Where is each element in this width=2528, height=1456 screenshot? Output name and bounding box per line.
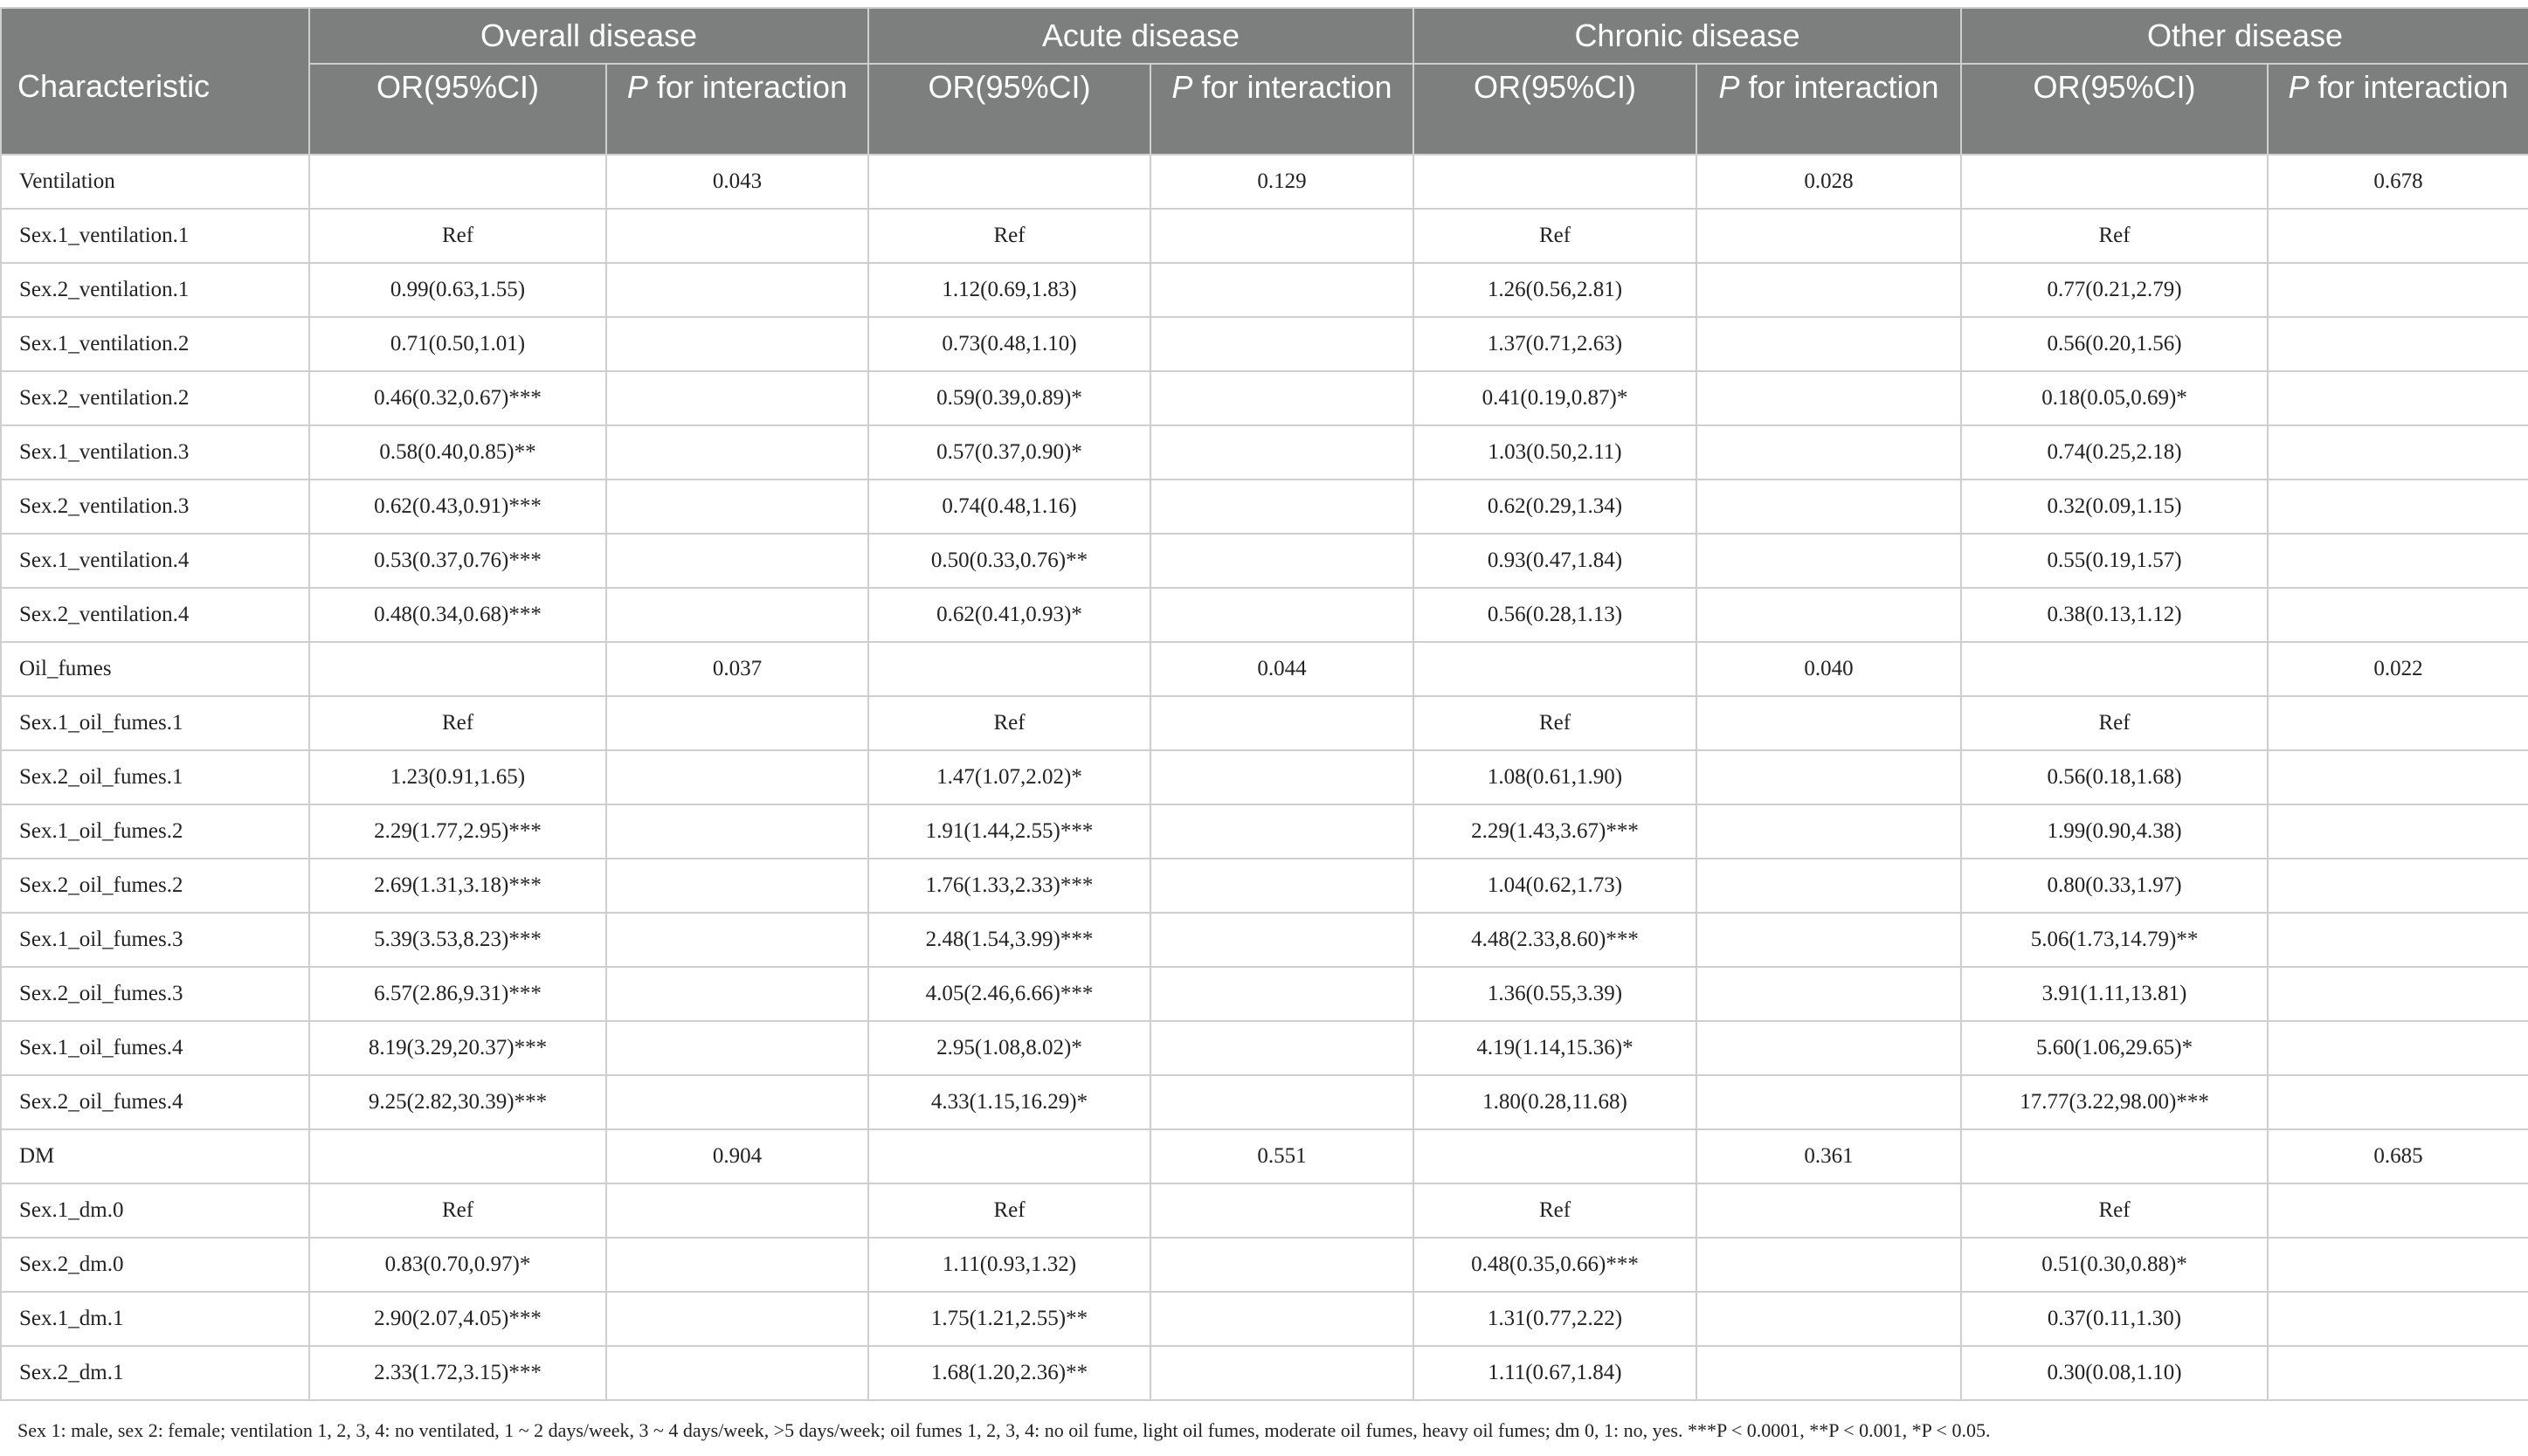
table-row	[1, 371, 2528, 425]
cell-p-chronic	[1696, 804, 1961, 859]
cell-p-overall	[606, 425, 868, 480]
cell-or-overall: 0.58(0.40,0.85)**	[309, 425, 606, 480]
cell-p-acute	[1150, 588, 1413, 642]
cell-p-acute: 0.129	[1150, 155, 1413, 209]
cell-p-acute	[1150, 317, 1413, 371]
cell-or-other: 0.38(0.13,1.12)	[1961, 588, 2268, 642]
cell-or-other: 0.77(0.21,2.79)	[1961, 263, 2268, 317]
cell-p-acute	[1150, 209, 1413, 263]
cell-characteristic: DM	[1, 1129, 309, 1183]
cell-p-other	[2268, 1183, 2528, 1238]
cell-p-acute	[1150, 859, 1413, 913]
cell-characteristic: Sex.2_ventilation.1	[1, 263, 309, 317]
cell-p-other	[2268, 588, 2528, 642]
cell-p-overall	[606, 209, 868, 263]
cell-or-chronic: 0.41(0.19,0.87)*	[1413, 371, 1696, 425]
cell-p-chronic: 0.361	[1696, 1129, 1961, 1183]
table-row	[1, 1238, 2528, 1292]
header-or-acute: OR(95%CI)	[868, 64, 1150, 155]
table-body	[1, 155, 2528, 1400]
cell-or-other: 5.06(1.73,14.79)**	[1961, 913, 2268, 967]
cell-p-other	[2268, 480, 2528, 534]
cell-characteristic: Sex.2_oil_fumes.4	[1, 1075, 309, 1129]
cell-characteristic: Sex.1_dm.0	[1, 1183, 309, 1238]
cell-characteristic: Sex.2_oil_fumes.2	[1, 859, 309, 913]
cell-or-other: 5.60(1.06,29.65)*	[1961, 1021, 2268, 1075]
cell-p-overall	[606, 1075, 868, 1129]
cell-or-acute: 1.68(1.20,2.36)**	[868, 1346, 1150, 1400]
cell-or-overall: 2.29(1.77,2.95)***	[309, 804, 606, 859]
cell-or-overall: 5.39(3.53,8.23)***	[309, 913, 606, 967]
cell-p-other	[2268, 425, 2528, 480]
cell-p-other	[2268, 696, 2528, 750]
cell-or-chronic: 2.29(1.43,3.67)***	[1413, 804, 1696, 859]
table-row	[1, 317, 2528, 371]
cell-or-overall: 9.25(2.82,30.39)***	[309, 1075, 606, 1129]
cell-p-overall	[606, 480, 868, 534]
header-chronic-disease: Chronic disease	[1413, 8, 1961, 64]
cell-characteristic: Sex.1_oil_fumes.3	[1, 913, 309, 967]
cell-or-acute: 1.12(0.69,1.83)	[868, 263, 1150, 317]
cell-or-overall	[309, 1129, 606, 1183]
cell-or-other: 0.37(0.11,1.30)	[1961, 1292, 2268, 1346]
cell-p-acute	[1150, 1021, 1413, 1075]
cell-or-other: 1.99(0.90,4.38)	[1961, 804, 2268, 859]
cell-or-chronic: 0.62(0.29,1.34)	[1413, 480, 1696, 534]
cell-or-chronic: 0.93(0.47,1.84)	[1413, 534, 1696, 588]
table-row	[1, 1346, 2528, 1400]
cell-p-chronic	[1696, 967, 1961, 1021]
cell-or-overall: 0.62(0.43,0.91)***	[309, 480, 606, 534]
cell-or-overall: 1.23(0.91,1.65)	[309, 750, 606, 804]
cell-p-overall	[606, 750, 868, 804]
table-row	[1, 425, 2528, 480]
cell-p-chronic	[1696, 588, 1961, 642]
cell-p-other	[2268, 209, 2528, 263]
cell-p-overall	[606, 859, 868, 913]
cell-p-chronic	[1696, 750, 1961, 804]
header-characteristic: Characteristic	[1, 8, 309, 155]
table-footnote: Sex 1: male, sex 2: female; ventilation 1, 2, 3, 4: no ventilated, 1 ~ 2 days/week, 3 ~ 4 days/week, >5 days/week; oil fumes 1, 2, 3, 4: no oil fume, light oil fumes, moderate oil fumes, heavy oil fumes; dm 0, 1: no, yes. ***P < 0.0001, **P < 0.001, *P < 0.05.	[17, 1419, 1991, 1441]
cell-p-chronic	[1696, 317, 1961, 371]
cell-p-other: 0.685	[2268, 1129, 2528, 1183]
cell-or-acute: 0.74(0.48,1.16)	[868, 480, 1150, 534]
cell-p-acute	[1150, 480, 1413, 534]
cell-or-other: 0.55(0.19,1.57)	[1961, 534, 2268, 588]
cell-p-chronic	[1696, 263, 1961, 317]
cell-p-chronic: 0.040	[1696, 642, 1961, 696]
cell-or-other: 17.77(3.22,98.00)***	[1961, 1075, 2268, 1129]
cell-or-chronic: 1.04(0.62,1.73)	[1413, 859, 1696, 913]
cell-or-acute: 1.47(1.07,2.02)*	[868, 750, 1150, 804]
cell-p-acute	[1150, 1346, 1413, 1400]
cell-or-overall: 2.69(1.31,3.18)***	[309, 859, 606, 913]
cell-or-overall: Ref	[309, 696, 606, 750]
header-other-disease: Other disease	[1961, 8, 2528, 64]
cell-or-chronic: 1.31(0.77,2.22)	[1413, 1292, 1696, 1346]
cell-p-other	[2268, 371, 2528, 425]
table-row	[1, 1292, 2528, 1346]
header-p-overall: P for interaction	[606, 64, 868, 155]
cell-p-overall	[606, 967, 868, 1021]
cell-p-overall	[606, 588, 868, 642]
cell-or-acute: 4.33(1.15,16.29)*	[868, 1075, 1150, 1129]
table-row	[1, 1021, 2528, 1075]
cell-p-acute	[1150, 967, 1413, 1021]
cell-characteristic: Sex.2_ventilation.4	[1, 588, 309, 642]
cell-or-acute: 1.76(1.33,2.33)***	[868, 859, 1150, 913]
interaction-table	[0, 7, 2528, 1401]
cell-p-chronic	[1696, 209, 1961, 263]
cell-p-overall	[606, 1021, 868, 1075]
cell-characteristic: Sex.2_ventilation.2	[1, 371, 309, 425]
cell-or-acute: 0.73(0.48,1.10)	[868, 317, 1150, 371]
cell-p-acute	[1150, 1292, 1413, 1346]
cell-p-chronic	[1696, 1075, 1961, 1129]
cell-p-chronic	[1696, 1346, 1961, 1400]
cell-or-overall: 2.33(1.72,3.15)***	[309, 1346, 606, 1400]
cell-p-other: 0.678	[2268, 155, 2528, 209]
cell-or-overall: 0.53(0.37,0.76)***	[309, 534, 606, 588]
cell-or-acute: 0.57(0.37,0.90)*	[868, 425, 1150, 480]
cell-p-other	[2268, 1292, 2528, 1346]
header-overall-disease: Overall disease	[309, 8, 868, 64]
cell-p-other: 0.022	[2268, 642, 2528, 696]
table-header	[1, 8, 2528, 155]
cell-or-other: Ref	[1961, 696, 2268, 750]
cell-or-acute	[868, 155, 1150, 209]
cell-or-overall: 0.48(0.34,0.68)***	[309, 588, 606, 642]
header-or-other: OR(95%CI)	[1961, 64, 2268, 155]
cell-or-overall	[309, 155, 606, 209]
cell-characteristic: Sex.1_ventilation.4	[1, 534, 309, 588]
cell-or-acute: Ref	[868, 209, 1150, 263]
cell-p-overall	[606, 804, 868, 859]
table-row	[1, 696, 2528, 750]
cell-p-acute	[1150, 263, 1413, 317]
header-or-overall: OR(95%CI)	[309, 64, 606, 155]
cell-p-chronic	[1696, 1183, 1961, 1238]
cell-or-acute: 0.62(0.41,0.93)*	[868, 588, 1150, 642]
cell-or-overall: 8.19(3.29,20.37)***	[309, 1021, 606, 1075]
header-p-other: P for interaction	[2268, 64, 2528, 155]
cell-or-acute: 0.50(0.33,0.76)**	[868, 534, 1150, 588]
cell-or-acute	[868, 642, 1150, 696]
cell-or-other	[1961, 1129, 2268, 1183]
cell-p-acute	[1150, 534, 1413, 588]
cell-p-overall	[606, 1238, 868, 1292]
cell-p-other	[2268, 859, 2528, 913]
cell-or-chronic: 1.36(0.55,3.39)	[1413, 967, 1696, 1021]
cell-or-chronic	[1413, 155, 1696, 209]
cell-or-overall	[309, 642, 606, 696]
cell-p-other	[2268, 804, 2528, 859]
cell-or-chronic	[1413, 642, 1696, 696]
cell-p-other	[2268, 750, 2528, 804]
cell-p-acute	[1150, 371, 1413, 425]
cell-p-overall	[606, 913, 868, 967]
cell-p-overall	[606, 534, 868, 588]
cell-characteristic: Sex.2_oil_fumes.1	[1, 750, 309, 804]
cell-or-chronic: 0.48(0.35,0.66)***	[1413, 1238, 1696, 1292]
cell-p-acute	[1150, 696, 1413, 750]
cell-or-other: 0.51(0.30,0.88)*	[1961, 1238, 2268, 1292]
cell-characteristic: Sex.1_dm.1	[1, 1292, 309, 1346]
cell-or-other: 0.56(0.18,1.68)	[1961, 750, 2268, 804]
cell-p-overall	[606, 371, 868, 425]
cell-p-acute	[1150, 804, 1413, 859]
cell-characteristic: Sex.2_ventilation.3	[1, 480, 309, 534]
cell-p-overall: 0.037	[606, 642, 868, 696]
cell-p-chronic	[1696, 1238, 1961, 1292]
table-row	[1, 913, 2528, 967]
table-row	[1, 1129, 2528, 1183]
cell-p-chronic	[1696, 534, 1961, 588]
cell-p-overall	[606, 1292, 868, 1346]
cell-p-chronic	[1696, 859, 1961, 913]
header-acute-disease: Acute disease	[868, 8, 1413, 64]
cell-or-overall: 0.83(0.70,0.97)*	[309, 1238, 606, 1292]
cell-p-acute	[1150, 1075, 1413, 1129]
cell-or-other: 0.80(0.33,1.97)	[1961, 859, 2268, 913]
cell-or-chronic: 1.26(0.56,2.81)	[1413, 263, 1696, 317]
cell-or-overall: Ref	[309, 209, 606, 263]
cell-or-chronic: 1.08(0.61,1.90)	[1413, 750, 1696, 804]
cell-or-overall: 2.90(2.07,4.05)***	[309, 1292, 606, 1346]
cell-or-acute: 0.59(0.39,0.89)*	[868, 371, 1150, 425]
cell-or-chronic: 4.48(2.33,8.60)***	[1413, 913, 1696, 967]
cell-characteristic: Ventilation	[1, 155, 309, 209]
cell-or-chronic: 1.80(0.28,11.68)	[1413, 1075, 1696, 1129]
cell-p-chronic	[1696, 371, 1961, 425]
cell-p-overall	[606, 696, 868, 750]
cell-p-overall	[606, 317, 868, 371]
table-row	[1, 588, 2528, 642]
cell-p-overall	[606, 1346, 868, 1400]
cell-p-acute	[1150, 913, 1413, 967]
cell-or-overall: 6.57(2.86,9.31)***	[309, 967, 606, 1021]
cell-characteristic: Sex.1_ventilation.1	[1, 209, 309, 263]
table-row	[1, 209, 2528, 263]
cell-or-other: 0.18(0.05,0.69)*	[1961, 371, 2268, 425]
cell-p-overall: 0.043	[606, 155, 868, 209]
cell-or-chronic: 1.03(0.50,2.11)	[1413, 425, 1696, 480]
cell-p-acute	[1150, 750, 1413, 804]
cell-or-chronic: Ref	[1413, 696, 1696, 750]
cell-or-overall: 0.46(0.32,0.67)***	[309, 371, 606, 425]
cell-p-acute	[1150, 1238, 1413, 1292]
cell-p-chronic	[1696, 696, 1961, 750]
cell-p-acute	[1150, 1183, 1413, 1238]
cell-characteristic: Sex.1_oil_fumes.2	[1, 804, 309, 859]
cell-or-acute: 4.05(2.46,6.66)***	[868, 967, 1150, 1021]
cell-p-chronic	[1696, 425, 1961, 480]
cell-or-overall: Ref	[309, 1183, 606, 1238]
cell-or-other: 3.91(1.11,13.81)	[1961, 967, 2268, 1021]
table-row	[1, 750, 2528, 804]
cell-or-chronic: 1.37(0.71,2.63)	[1413, 317, 1696, 371]
cell-or-chronic: Ref	[1413, 1183, 1696, 1238]
cell-p-overall	[606, 1183, 868, 1238]
cell-p-other	[2268, 967, 2528, 1021]
cell-characteristic: Sex.1_oil_fumes.4	[1, 1021, 309, 1075]
cell-p-other	[2268, 1075, 2528, 1129]
cell-characteristic: Oil_fumes	[1, 642, 309, 696]
cell-or-acute: 1.75(1.21,2.55)**	[868, 1292, 1150, 1346]
cell-or-acute: 1.11(0.93,1.32)	[868, 1238, 1150, 1292]
table-row	[1, 967, 2528, 1021]
table-row	[1, 534, 2528, 588]
cell-p-overall: 0.904	[606, 1129, 868, 1183]
table-row	[1, 480, 2528, 534]
cell-or-overall: 0.99(0.63,1.55)	[309, 263, 606, 317]
cell-or-acute: 2.95(1.08,8.02)*	[868, 1021, 1150, 1075]
cell-p-acute: 0.551	[1150, 1129, 1413, 1183]
cell-or-chronic	[1413, 1129, 1696, 1183]
cell-p-other	[2268, 913, 2528, 967]
table-row	[1, 804, 2528, 859]
header-p-acute: P for interaction	[1150, 64, 1413, 155]
cell-or-other: Ref	[1961, 1183, 2268, 1238]
cell-p-overall	[606, 263, 868, 317]
cell-or-chronic: Ref	[1413, 209, 1696, 263]
cell-or-acute	[868, 1129, 1150, 1183]
table-row	[1, 1075, 2528, 1129]
cell-characteristic: Sex.2_dm.0	[1, 1238, 309, 1292]
cell-or-other: 0.56(0.20,1.56)	[1961, 317, 2268, 371]
cell-or-chronic: 4.19(1.14,15.36)*	[1413, 1021, 1696, 1075]
table-row	[1, 155, 2528, 209]
cell-characteristic: Sex.2_oil_fumes.3	[1, 967, 309, 1021]
cell-or-other: 0.32(0.09,1.15)	[1961, 480, 2268, 534]
cell-or-overall: 0.71(0.50,1.01)	[309, 317, 606, 371]
cell-p-other	[2268, 317, 2528, 371]
cell-characteristic: Sex.2_dm.1	[1, 1346, 309, 1400]
cell-p-other	[2268, 534, 2528, 588]
table-row	[1, 642, 2528, 696]
cell-characteristic: Sex.1_ventilation.3	[1, 425, 309, 480]
cell-p-other	[2268, 1346, 2528, 1400]
cell-or-other	[1961, 642, 2268, 696]
table-row	[1, 859, 2528, 913]
cell-characteristic: Sex.1_oil_fumes.1	[1, 696, 309, 750]
cell-or-acute: 1.91(1.44,2.55)***	[868, 804, 1150, 859]
cell-characteristic: Sex.1_ventilation.2	[1, 317, 309, 371]
cell-p-chronic	[1696, 913, 1961, 967]
cell-p-other	[2268, 1021, 2528, 1075]
header-or-chronic: OR(95%CI)	[1413, 64, 1696, 155]
cell-or-other	[1961, 155, 2268, 209]
cell-p-other	[2268, 1238, 2528, 1292]
cell-or-other: 0.74(0.25,2.18)	[1961, 425, 2268, 480]
cell-p-acute: 0.044	[1150, 642, 1413, 696]
cell-or-chronic: 0.56(0.28,1.13)	[1413, 588, 1696, 642]
cell-p-chronic: 0.028	[1696, 155, 1961, 209]
cell-p-chronic	[1696, 1292, 1961, 1346]
cell-p-acute	[1150, 425, 1413, 480]
results-table-container	[0, 7, 2528, 1401]
cell-or-acute: Ref	[868, 696, 1150, 750]
cell-or-acute: 2.48(1.54,3.99)***	[868, 913, 1150, 967]
cell-or-chronic: 1.11(0.67,1.84)	[1413, 1346, 1696, 1400]
table-row	[1, 263, 2528, 317]
header-p-chronic: P for interaction	[1696, 64, 1961, 155]
cell-p-chronic	[1696, 1021, 1961, 1075]
table-row	[1, 1183, 2528, 1238]
cell-or-other: Ref	[1961, 209, 2268, 263]
cell-p-chronic	[1696, 480, 1961, 534]
cell-p-other	[2268, 263, 2528, 317]
cell-or-acute: Ref	[868, 1183, 1150, 1238]
cell-or-other: 0.30(0.08,1.10)	[1961, 1346, 2268, 1400]
